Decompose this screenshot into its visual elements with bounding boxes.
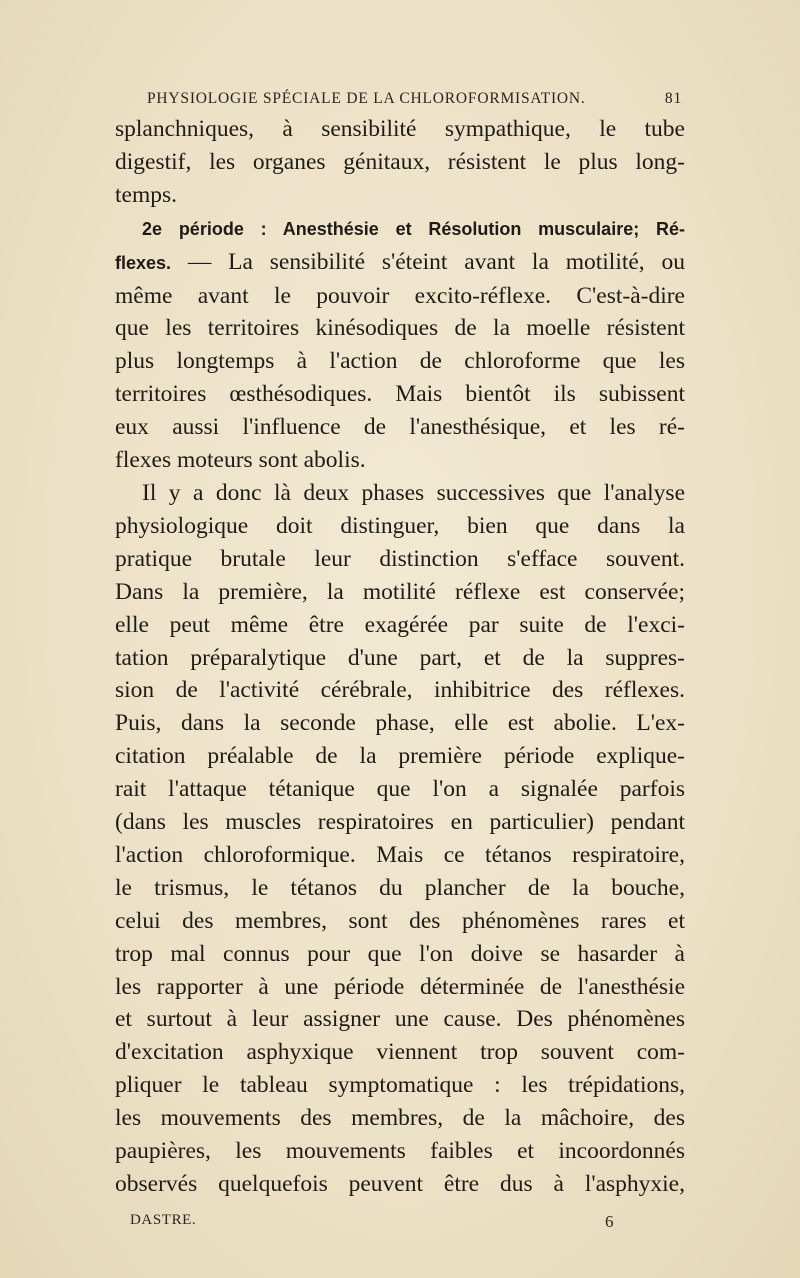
body-text [115, 113, 685, 1201]
text-line: rait l'attaque tétanique que l'on a signalée parfois [115, 776, 685, 803]
text-line: tation préparalytique d'une part, et de la suppres- [115, 644, 685, 671]
text-line: et surtout à leur assigner une cause. Des phénomènes [115, 1006, 685, 1033]
text-line: celui des membres, sont des phénomènes rares et [115, 907, 685, 934]
text-line [115, 246, 685, 280]
paragraph-1 [115, 113, 685, 212]
section-heading-cont: flexes. [115, 252, 172, 273]
paragraph-3 [115, 477, 685, 1201]
text-line: Il y a donc là deux phases successives que l'analyse [142, 479, 685, 506]
signature-mark: 6 [605, 1212, 615, 1231]
text-line: le trismus, le tétanos du plancher de la bouche, [115, 874, 685, 901]
section-heading: 2e période : Anesthésie et Résolution musculaire; Ré- [142, 218, 685, 239]
text-line: pratique brutale leur distinction s'efface souvent. [115, 545, 685, 572]
running-title: PHYSIOLOGIE SPÉCIALE DE LA CHLOROFORMISATION. [147, 90, 586, 107]
text-line: trop mal connus pour que l'on doive se hasarder à [115, 940, 685, 967]
text-line: citation préalable de la première période explique- [115, 743, 685, 770]
text-line: pliquer le tableau symptomatique : les trépidations, [115, 1072, 685, 1099]
text-line: observés quelquefois peuvent être dus à l'asphyxie, [115, 1171, 685, 1197]
text-line: plus longtemps à l'action de chloroforme que les [115, 348, 685, 375]
text-line: temps. [115, 181, 178, 208]
signature-author: DASTRE. [130, 1212, 197, 1228]
paragraph-2 [115, 212, 685, 477]
text-line: flexes moteurs sont abolis. [115, 447, 366, 474]
text-line: même avant le pouvoir excito-réflexe. C'est-à-dire [115, 282, 685, 309]
text-line: eux aussi l'influence de l'anesthésique, et les ré- [115, 414, 685, 441]
text-line: sion de l'activité cérébrale, inhibitrice des réflexes. [115, 677, 685, 704]
text-run: — La sensibilité s'éteint avant la motilité, ou [171, 248, 685, 275]
text-line: les rapporter à une période déterminée de l'anesthésie [115, 973, 685, 1000]
page-number: 81 [664, 90, 682, 107]
text-line: l'action chloroformique. Mais ce tétanos respiratoire, [115, 841, 685, 868]
text-line: (dans les muscles respiratoires en particulier) pendant [115, 809, 685, 836]
text-line: physiologique doit distinguer, bien que dans la [115, 512, 685, 539]
section-heading-line [115, 212, 685, 246]
text-line: d'excitation asphyxique viennent trop souvent com- [115, 1039, 685, 1066]
text-line: les mouvements des membres, de la mâchoire, des [115, 1105, 685, 1132]
text-line: digestif, les organes génitaux, résistent le plus long- [115, 148, 685, 175]
text-line: Dans la première, la motilité réflexe est conservée; [115, 578, 685, 605]
text-line: splanchniques, à sensibilité sympathique, le tube [115, 116, 685, 142]
text-line: paupières, les mouvements faibles et incoordonnés [115, 1138, 685, 1165]
text-line: Puis, dans la seconde phase, elle est abolie. L'ex- [115, 710, 685, 737]
text-line: que les territoires kinésodiques de la moelle résistent [115, 315, 685, 342]
text-line: elle peut même être exagérée par suite de l'exci- [115, 611, 685, 638]
text-line: territoires œsthésodiques. Mais bientôt ils subissent [115, 381, 685, 408]
